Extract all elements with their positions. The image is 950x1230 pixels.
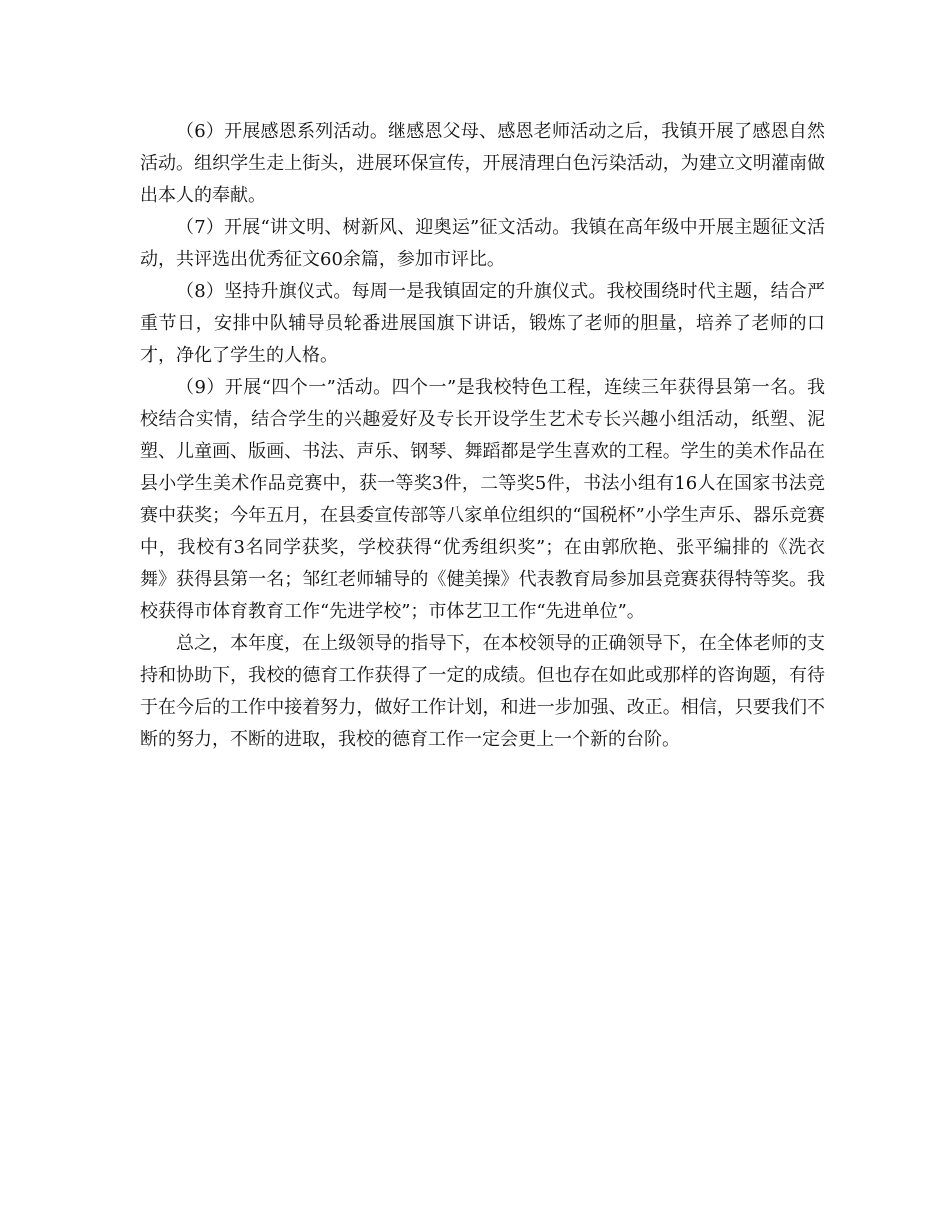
- document-body: [140, 116, 825, 756]
- paragraph-summary: 总之，本年度，在上级领导的指导下，在本校领导的正确领导下，在全体老师的支持和协助下，我校的德育工作获得了一定的成绩。但也存在如此或那样的咨询题，有待于在今后的工作中接着努力，做好工作计划，和进一步加强、改正。相信，只要我们不断的努力，不断的进取，我校的德育工作一定会更上一个新的台阶。: [140, 633, 825, 750]
- paragraph-item-6: （6）开展感恩系列活动。继感恩父母、感恩老师活动之后，我镇开展了感恩自然活动。组织学生走上街头，进展环保宣传，开展清理白色污染活动，为建立文明灌南做出本人的奉献。: [140, 121, 825, 206]
- paragraph-item-8: （8）坚持升旗仪式。每周一是我镇固定的升旗仪式。我校围绕时代主题，结合严重节日，安排中队辅导员轮番进展国旗下讲话，锻炼了老师的胆量，培养了老师的口才，净化了学生的人格。: [140, 281, 825, 366]
- paragraph-item-7: （7）开展“讲文明、树新风、迎奥运”征文活动。我镇在高年级中开展主题征文活动，共评选出优秀征文60余篇，参加市评比。: [140, 217, 825, 270]
- paragraph-item-9: （9）开展“四个一”活动。四个一”是我校特色工程，连续三年获得县第一名。我校结合实情，结合学生的兴趣爱好及专长开设学生艺术专长兴趣小组活动，纸塑、泥塑、儿童画、版画、书法、声乐、钢琴、舞蹈都是学生喜欢的工程。学生的美术作品在县小学生美术作品竞赛中，获一等奖3件，二等奖5件，书法小组有16人在国家书法竞赛中获奖；今年五月，在县委宣传部等八家单位组织的“国税杯”小学生声乐、器乐竞赛中，我校有3名同学获奖，学校获得“优秀组织奖”；在由郭欣艳、张平编排的《洗衣舞》获得县第一名；邹红老师辅导的《健美操》代表教育局参加县竞赛获得特等奖。我校获得市体育教育工作“先进学校”；市体艺卫工作“先进单位”。: [140, 377, 825, 622]
